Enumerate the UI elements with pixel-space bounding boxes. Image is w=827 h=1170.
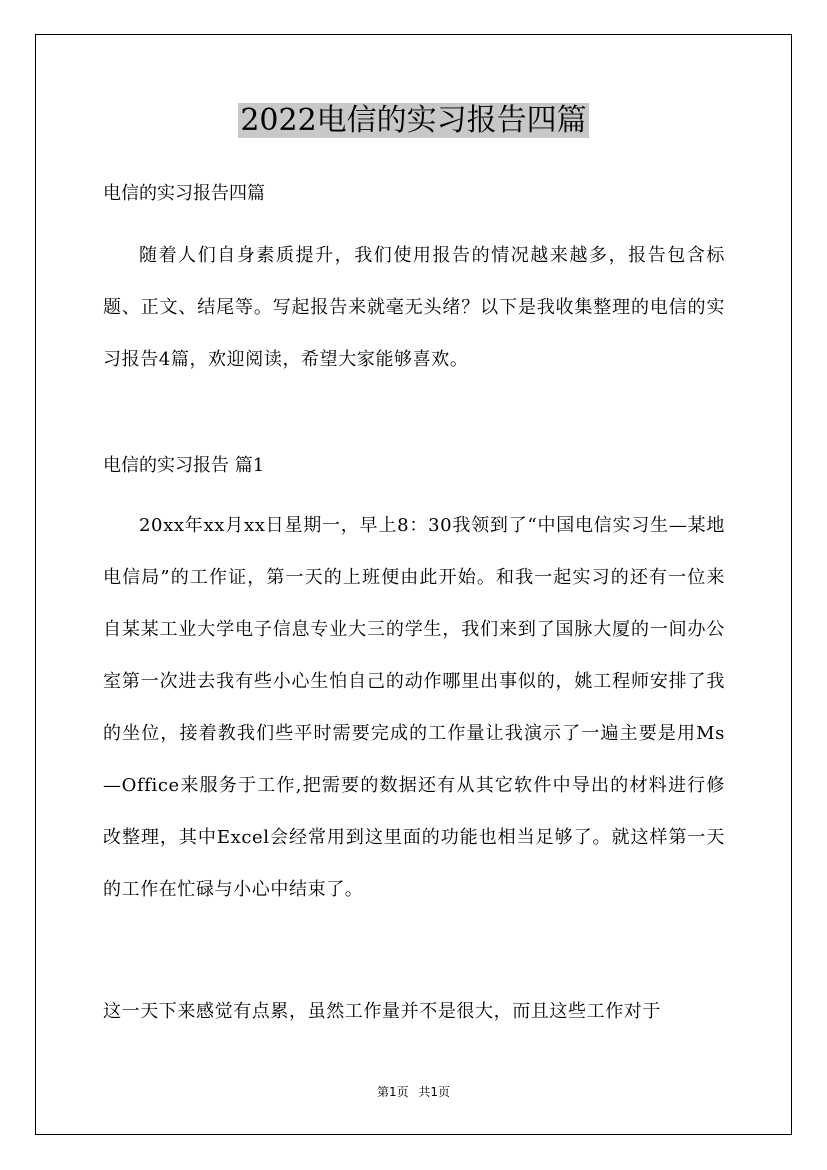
- page-number: 第1页: [376, 1085, 409, 1099]
- section-heading: 电信的实习报告 篇1: [103, 455, 265, 476]
- page-footer: [0, 1083, 827, 1100]
- body-paragraph-2: 这一天下来感觉有点累，虽然工作量并不是很大，而且这些工作对于: [103, 1001, 661, 1022]
- page-total: 共1页: [418, 1085, 451, 1099]
- document-title-text: 2022电信的实习报告四篇: [240, 103, 587, 138]
- intro-paragraph: 随着人们自身素质提升，我们使用报告的情况越来越多，报告包含标题、正文、结尾等。写起报告来就毫无头绪？以下是我收集整理的电信的实习报告4篇，欢迎阅读，希望大家能够喜欢。: [103, 245, 725, 370]
- body-paragraph-1: 20xx年xx月xx日星期一，早上8：30我领到了“中国电信实习生—某地电信局”的工作证，第一天的上班便由此开始。和我一起实习的还有一位来自某某工业大学电子信息专业大三的学生，我们来到了国脉大厦的一间办公室第一次进去我有些小心生怕自己的动作哪里出事似的，姚工程师安排了我的坐位，接着教我们些平时需要完成的工作量让我演示了一遍主要是用Ms—Office来服务于工作,把需要的数据还有从其它软件中导出的材料进行修改整理，其中Excel会经常用到这里面的功能也相当足够了。就这样第一天的工作在忙碌与小心中结束了。: [103, 515, 725, 900]
- document-subtitle: 电信的实习报告四篇: [103, 183, 265, 204]
- document-title: [0, 99, 827, 143]
